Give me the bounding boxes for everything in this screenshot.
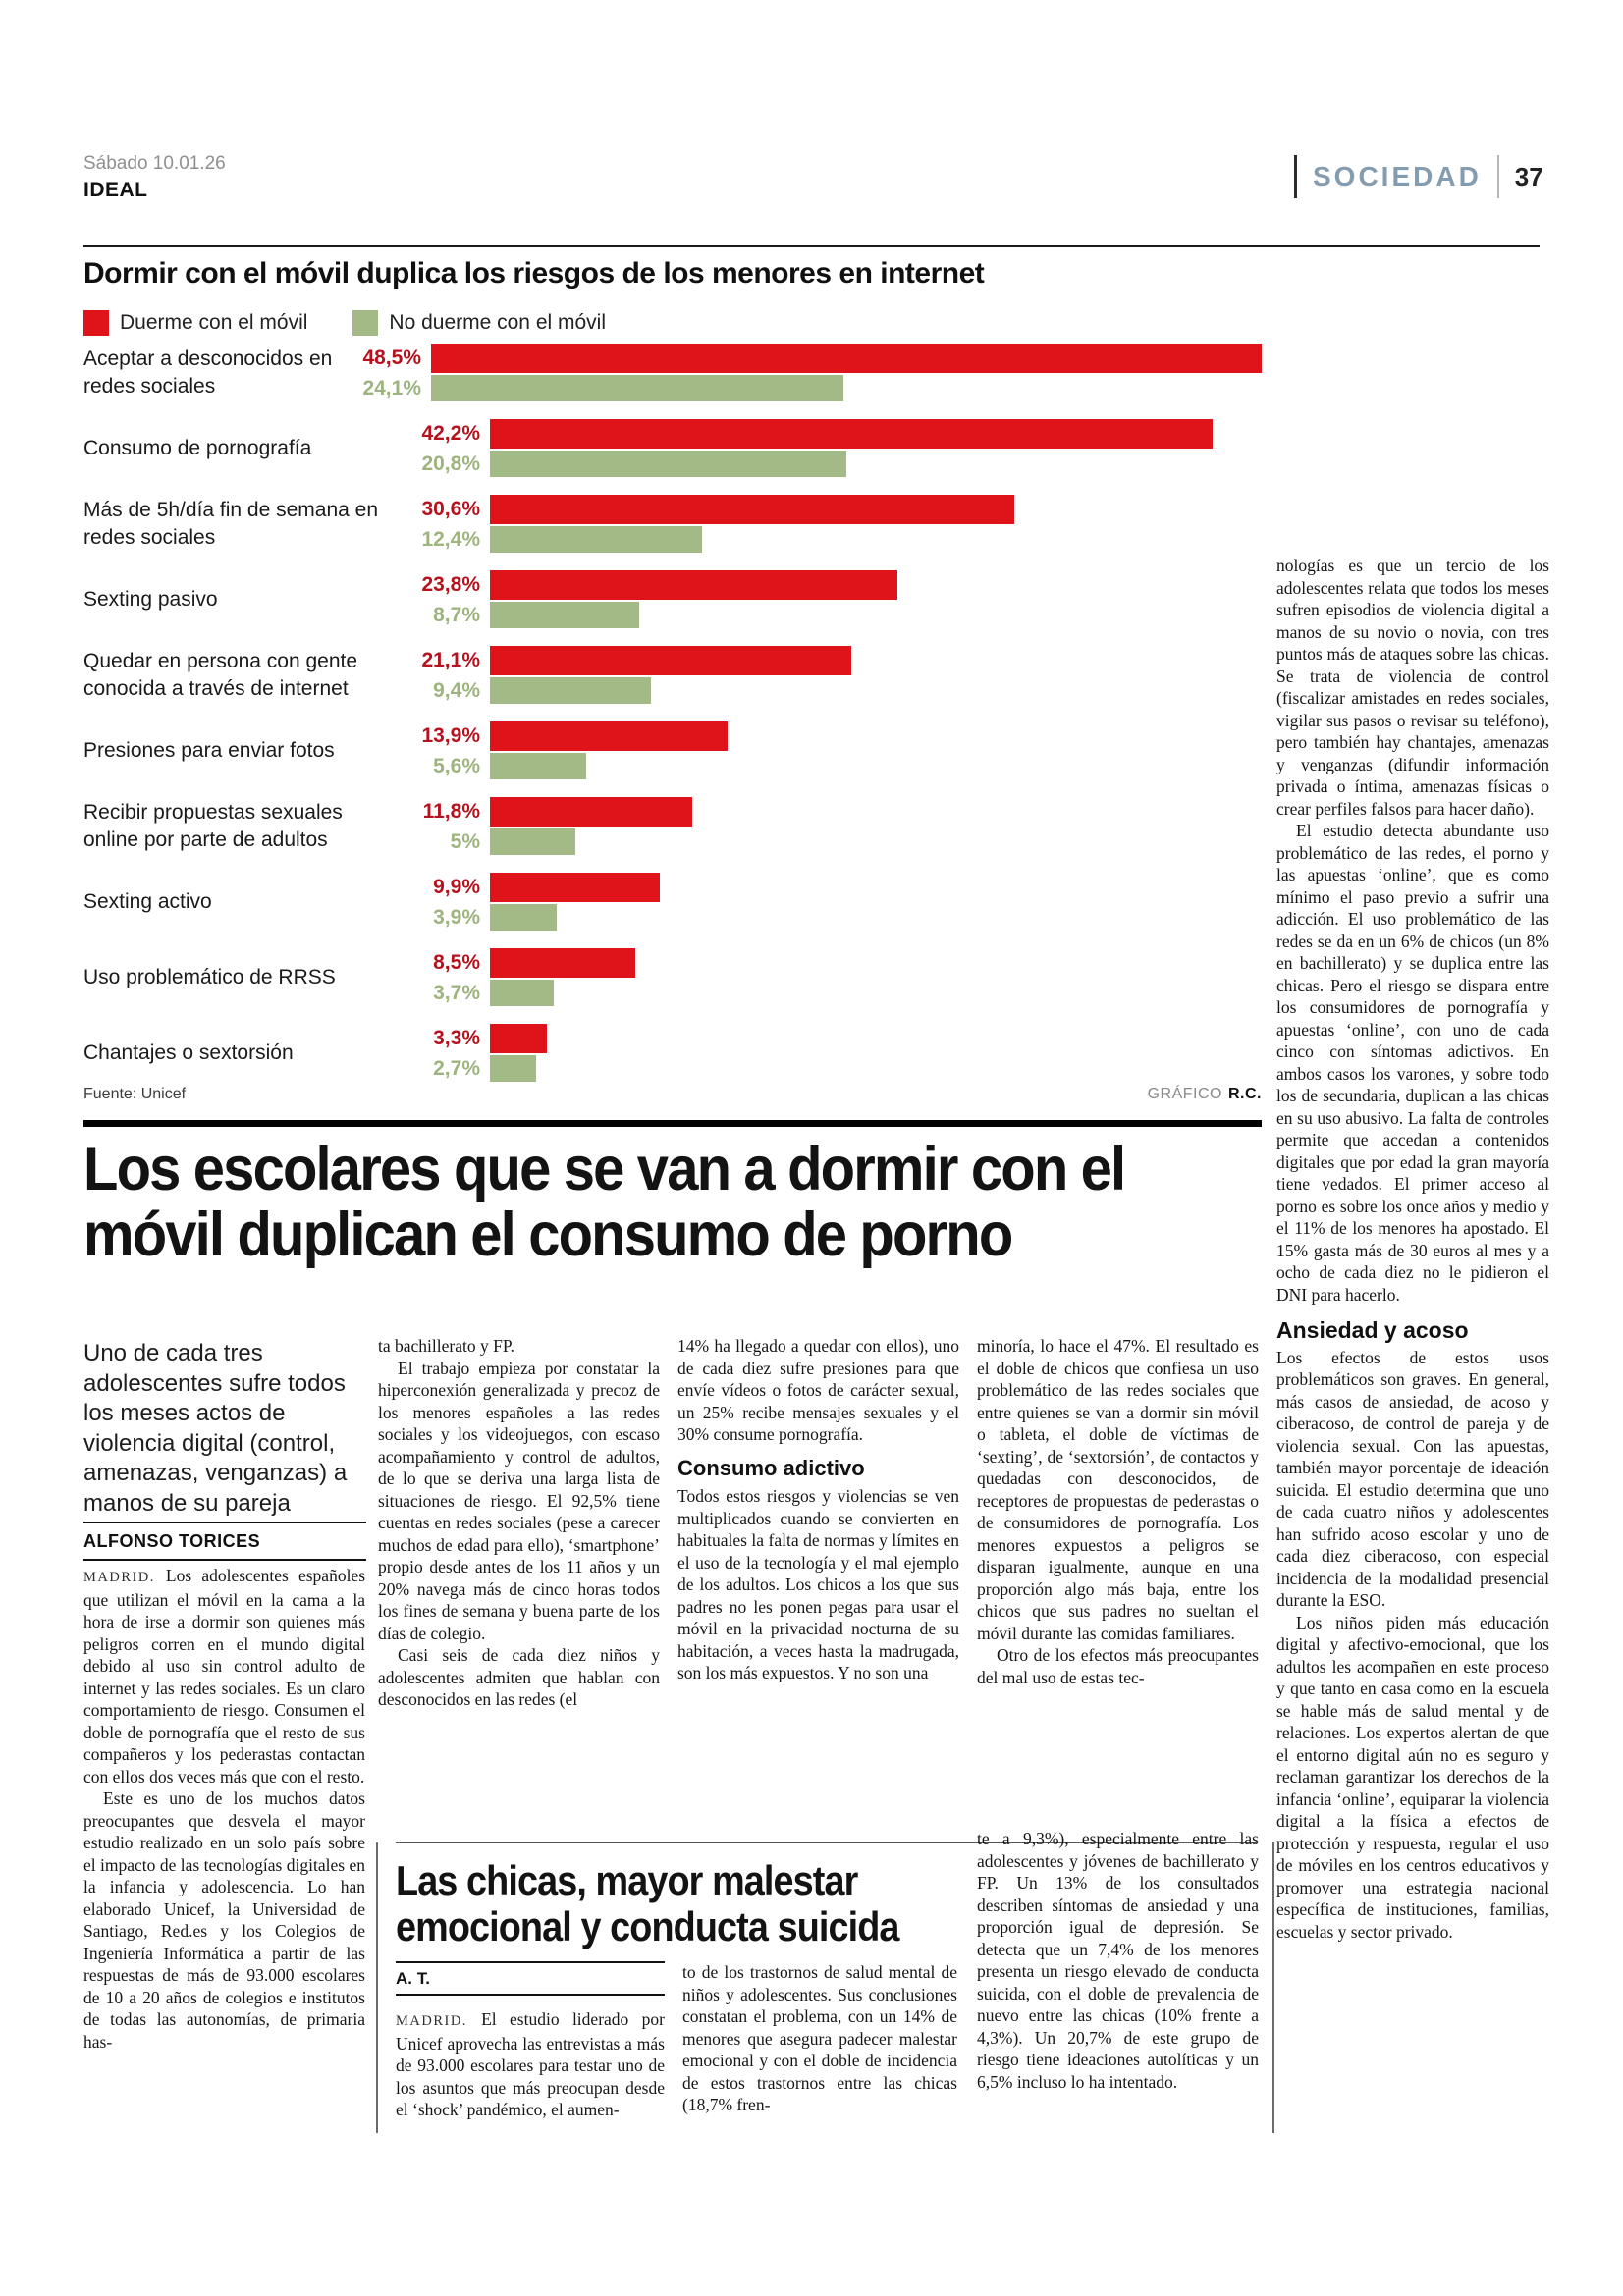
chart-bar-line-duerme xyxy=(400,948,1262,978)
chart-value-label: 2,7% xyxy=(433,1056,480,1080)
chart-category-label: Sexting activo xyxy=(83,889,212,913)
article-column-2 xyxy=(378,1335,660,1711)
chart-bar-line-duerme xyxy=(400,721,1262,751)
chart-row xyxy=(83,873,1262,931)
chart-value-label: 9,9% xyxy=(433,876,480,898)
chart-value-label: 3,9% xyxy=(433,905,480,929)
paragraph: te a 9,3%), especialmente entre las adolescentes y jóvenes de bachillerato y FP. Un 13% de los consultados describen síntomas de ansiedad y una proporción igual de depresión. Se detecta que un 7,4% de los menores presenta un riesgo elevado de conducta suicida, con el doble de prevalencia de nuevo entre las chicas (10% frente a 4,3%). Un 20,7% de este grupo de riesgo tiene ideaciones autolíticas y un 6,5% incluso lo ha intentado. xyxy=(977,1829,1259,2092)
chart-bar-line-noduerme xyxy=(400,677,1262,704)
edition-date: Sábado 10.01.26 xyxy=(83,153,226,174)
chart-legend xyxy=(83,310,606,336)
chart-bar-noduerme xyxy=(431,375,843,401)
chart-row xyxy=(83,419,1262,477)
chart-bar-noduerme xyxy=(490,602,639,628)
paragraph: ta bachillerato y FP. xyxy=(378,1336,515,1356)
chart-value-label: 13,9% xyxy=(421,724,480,747)
chart-category-label: Chantajes o sextorsión xyxy=(83,1041,294,1064)
chart-bar-line-duerme xyxy=(400,495,1262,524)
legend-label: No duerme con el móvil xyxy=(389,311,606,334)
chart-value-label: 42,2% xyxy=(421,422,480,445)
paragraph: Los niños piden más educación digital y afectivo-emocional, que los adultos les acompañen en este proceso y que tanto en casa como en la escuela se hable más de salud mental y de relaciones. Los expertos alertan de que el entorno digital aún no es seguro y reclaman garantizar los derechos de la infancia ‘online’, equiparar la violencia digital a la física a efectos de protección y respuesta, regular el uso de móviles en los centros educativos y promover una estrategia nacional específica de instituciones, familias, escuelas y sector privado. xyxy=(1276,1612,1549,1942)
chart-bar-line-duerme xyxy=(400,797,1262,827)
column-subhead: Ansiedad y acoso xyxy=(1276,1317,1469,1343)
paragraph: Este es uno de los muchos datos preocupantes que desvela el mayor estudio realizado en un solo país sobre el impacto de las tecnologías digitales en la infancia y adolescencia. Lo han elaborado Unicef, la Universidad de Santiago, Red.es y los Colegios de Ingeniería Informática a partir de las respuestas de más de 93.000 escolares de 10 a 20 años de colegios e institutos de todas las autonomías, de primaria has- xyxy=(83,1789,365,2052)
chart-row xyxy=(83,948,1262,1006)
dateline: MADRID. xyxy=(83,1570,166,1585)
chart-row xyxy=(83,1024,1262,1082)
chart-bar-line-noduerme xyxy=(400,526,1262,553)
legend-label: Duerme con el móvil xyxy=(120,311,308,334)
chart-row xyxy=(83,721,1262,779)
newspaper-brand: IDEAL xyxy=(83,179,148,201)
chart-bar-line-noduerme xyxy=(341,375,1262,401)
chart-bar-duerme xyxy=(490,495,1014,524)
box-right-rule xyxy=(1272,1842,1274,2133)
box-byline: A. T. xyxy=(396,1961,665,1996)
chart-bar-line-noduerme xyxy=(400,828,1262,855)
legend-item-duerme xyxy=(83,310,307,336)
chart-title: Dormir con el móvil duplica los riesgos de los menores en internet xyxy=(83,257,985,290)
paragraph: to de los trastornos de salud mental de niños y adolescentes. Sus conclusiones constatan el problema, con un 14% de menores que asegura padecer malestar emocional y con el doble de incidencia de estos trastornos entre las chicas (18,7% fren- xyxy=(682,1962,957,2114)
chart-bar-duerme xyxy=(490,873,660,902)
chart-bar-duerme xyxy=(490,948,635,978)
chart-bar-group xyxy=(400,797,1262,855)
box-left-rule xyxy=(376,1842,378,2133)
article-column-4 xyxy=(977,1335,1259,1688)
chart-bar-line-duerme xyxy=(400,419,1262,449)
chart-bar-duerme xyxy=(490,721,728,751)
chart-bar-noduerme xyxy=(490,828,575,855)
chart-category-label: Aceptar a desconocidos en redes sociales xyxy=(83,347,333,398)
chart-bar-group xyxy=(400,419,1262,477)
article-byline: ALFONSO TORICES xyxy=(83,1522,366,1561)
box-headline: Las chicas, mayor malestar emocional y conducta suicida xyxy=(396,1857,899,1950)
paragraph: 14% ha llegado a quedar con ellos), uno de cada diez sufre presiones para que envíe vídeos o fotos de carácter sexual, un 25% recibe mensajes sexuales y el 30% consume pornografía. xyxy=(677,1336,959,1444)
paragraph: El estudio detecta abundante uso problemático de las redes, el porno y las apuestas ‘online’, que es como mínimo el paso previo a sufrir una adicción. El uso problemático de las redes se da en un 6% de chicos (un 8% en bachillerato) y se duplica entre las chicas. Pero el riesgo se dispara entre los consumidores de pornografía y apuestas ‘online’, con uno de cada cinco con síntomas adictivos. En ambos casos los varones, y sobre todo los de secundaria, duplican a las chicas en su uso abusivo. La falta de controles permite que accedan a contenidos digitales que por edad la gran mayoría tiene vedados. El primer acceso al porno es sobre los once años y medio y el 11% de los menores ha apostado. El 15% gasta más de 30 euros al mes y a ocho de cada diez no le pidieron el DNI para hacerlo. xyxy=(1276,821,1549,1305)
section-divider-bar xyxy=(1294,155,1297,198)
paragraph: MADRID. El estudio liderado por Unicef aprovecha las entrevistas a más de 93.000 escolares para testar uno de los asuntos que más preocupan desde el ‘shock’ pandémico, el aumen- xyxy=(396,2009,665,2119)
chart-bar-group xyxy=(400,495,1262,553)
chart-value-label: 8,5% xyxy=(433,951,480,974)
chart-value-label: 8,7% xyxy=(433,603,480,626)
paragraph: Casi seis de cada diez niños y adolescentes admiten que hablan con desconocidos en las redes (el xyxy=(378,1645,660,1709)
section-header xyxy=(1294,155,1543,198)
article-column-right xyxy=(1276,555,1549,1943)
paragraph: Los efectos de estos usos problemáticos son graves. En general, más casos de ansiedad, de acoso y ciberacoso, de control de pareja y de violencia sexual. Con las apuestas, también mayor porcentaje de ideación suicida. El estudio determina que uno de cada cuatro niños y adolescentes han sufrido acoso escolar y uno de cada diez ciberacoso, con especial incidencia de la modalidad presencial durante la ESO. xyxy=(1276,1347,1549,1610)
article-standfirst: Uno de cada tres adolescentes sufre todos los meses actos de violencia digital (control, amenazas, venganzas) a manos de su pareja xyxy=(83,1340,348,1517)
chart-bar-group xyxy=(400,948,1262,1006)
chart-value-label: 3,7% xyxy=(433,981,480,1004)
paragraph: Otro de los efectos más preocupantes del mal uso de estas tec- xyxy=(977,1645,1259,1687)
chart-bar-line-noduerme xyxy=(400,602,1262,628)
chart-bar-line-noduerme xyxy=(400,451,1262,477)
chart-bar-noduerme xyxy=(490,526,702,553)
chart-bar-noduerme xyxy=(490,904,557,931)
chart-category-label: Sexting pasivo xyxy=(83,587,218,611)
chart-bar-group xyxy=(400,646,1262,704)
chart-category-label: Más de 5h/día fin de semana en redes sociales xyxy=(83,498,379,549)
chart-category-label: Recibir propuestas sexuales online por parte de adultos xyxy=(83,800,343,851)
page-number: 37 xyxy=(1514,161,1543,191)
chart-bar-line-duerme xyxy=(400,1024,1262,1053)
chart-bar-noduerme xyxy=(490,980,554,1006)
chart-bar-duerme xyxy=(431,344,1262,373)
box-column-3 xyxy=(977,1828,1259,2093)
paragraph: El trabajo empieza por constatar la hiperconexión generalizada y precoz de los menores españoles a las redes sociales y los videojuegos, con escaso acompañamiento y control de adultos, de lo que se deriva una larga lista de situaciones de riesgo. El 92,5% tiene cuentas en redes sociales (pese a carecer muchos de edad para ello), ‘smartphone’ propio desde antes de los 11 años y un 20% navega más de cinco horas todos los fines de semana y buena parte de los días de colegio. xyxy=(378,1358,660,1643)
chart-value-label: 3,3% xyxy=(433,1027,480,1049)
chart-bar-group xyxy=(341,344,1262,401)
chart-row xyxy=(83,646,1262,704)
chart-value-label: 5% xyxy=(450,829,480,853)
chart-bar-line-noduerme xyxy=(400,904,1262,931)
chart-bar-group xyxy=(400,721,1262,779)
chart-value-label: 11,8% xyxy=(422,800,480,823)
chart-bar-line-duerme xyxy=(400,570,1262,600)
chart-value-label: 48,5% xyxy=(362,347,421,369)
chart-bar-duerme xyxy=(490,570,897,600)
chart-category-label: Consumo de pornografía xyxy=(83,436,312,459)
chart-value-label: 23,8% xyxy=(421,573,480,596)
paragraph: Todos estos riesgos y violencias se ven multiplicados cuando se convierten en habituales la falta de normas y límites en el uso de la tecnología y el mal ejemplo de los adultos. Los chicos a los que sus padres no les ponen pegas para usar el móvil en la privacidad nocturna de su habitación, a veces hasta la madrugada, son los más expuestos. Y no son una xyxy=(677,1486,959,1682)
chart-rows xyxy=(83,344,1262,1099)
chart-category-label: Uso problemático de RRSS xyxy=(83,965,336,988)
box-column-2 xyxy=(682,1961,957,2116)
chart-bar-group xyxy=(400,570,1262,628)
chart-bar-noduerme xyxy=(490,1055,536,1082)
legend-swatch-red xyxy=(83,310,109,336)
article-headline: Los escolares que se van a dormir con el móvil duplican el consumo de porno xyxy=(83,1135,1125,1270)
chart-value-label: 5,6% xyxy=(433,754,480,777)
chart-bar-noduerme xyxy=(490,677,651,704)
dateline: MADRID. xyxy=(396,2013,482,2029)
chart-bar-duerme xyxy=(490,797,692,827)
paragraph: MADRID. Los adolescentes españoles que utilizan el móvil en la cama a la hora de irse a dormir son quienes más peligros corren en el mundo digital debido al uso sin control adulto de internet y las redes sociales. Es un claro comportamiento de riesgo. Consumen el doble de pornografía que el resto de sus compañeros y los pederastas contactan con ellos dos veces más que con el resto. xyxy=(83,1566,366,1787)
paragraph: nologías es que un tercio de los adolescentes relata que todos los meses sufren episodios de violencia digital a manos de su novio o novia, con tres puntos más de ataques sobre las chicas. Se trata de violencia de control (fiscalizar amistades en redes sociales, vigilar sus pasos o revisar su teléfono), pero también hay chantajes, amenazas y venganzas (difundir información privada o íntima, amenazas físicas o crear perfiles falsos para hacer daño). xyxy=(1276,556,1549,819)
chart-source: Fuente: Unicef xyxy=(83,1086,187,1102)
chart-category-label: Quedar en persona con gente conocida a través de internet xyxy=(83,649,358,700)
chart-bar-noduerme xyxy=(490,451,846,477)
chart-credit-label: GRÁFICO xyxy=(1147,1086,1222,1102)
chart-bar-noduerme xyxy=(490,753,586,779)
chart-value-label: 12,4% xyxy=(421,527,480,551)
chart-value-label: 21,1% xyxy=(421,649,480,671)
chart-bar-line-noduerme xyxy=(400,1055,1262,1082)
chart-credit xyxy=(83,1086,1262,1103)
column-subhead: Consumo adictivo xyxy=(677,1455,865,1480)
chart-bar-group xyxy=(400,1024,1262,1082)
chart-category-label: Presiones para enviar fotos xyxy=(83,738,335,762)
chart-row xyxy=(83,344,1262,401)
chart-bar-line-noduerme xyxy=(400,980,1262,1006)
legend-swatch-green xyxy=(352,310,378,336)
header-rule xyxy=(83,245,1540,247)
section-rule xyxy=(83,1120,1262,1127)
box-column-1 xyxy=(396,2008,665,2121)
chart-bar-duerme xyxy=(490,419,1213,449)
chart-row xyxy=(83,570,1262,628)
chart-row xyxy=(83,495,1262,553)
article-column-1 xyxy=(83,1565,365,2053)
chart-bar-line-duerme xyxy=(341,344,1262,373)
chart-credit-author: R.C. xyxy=(1228,1086,1262,1102)
chart-bar-line-duerme xyxy=(400,873,1262,902)
chart-value-label: 9,4% xyxy=(433,678,480,702)
section-title: SOCIEDAD xyxy=(1313,161,1482,191)
chart-value-label: 20,8% xyxy=(421,452,480,475)
chart-bar-line-noduerme xyxy=(400,753,1262,779)
chart-row xyxy=(83,797,1262,855)
legend-item-no-duerme xyxy=(352,310,606,336)
chart-bar-group xyxy=(400,873,1262,931)
chart-bar-duerme xyxy=(490,646,851,675)
chart-value-label: 24,1% xyxy=(362,376,421,400)
pagenum-divider-bar xyxy=(1497,155,1499,198)
chart-bar-duerme xyxy=(490,1024,547,1053)
chart-bar-line-duerme xyxy=(400,646,1262,675)
paragraph: minoría, lo hace el 47%. El resultado es el doble de chicos que confiesa un uso problemático de las redes sociales que entre quienes se van a dormir sin móvil o tableta, el doble de víctimas de ‘sexting’, de ‘sextorsión’, de contactos y quedadas con desconocidos, de receptores de propuestas de pederastas o de consumidores de pornografía. Los menores expuestos a peligros se disparan igualmente, aunque en una proporción algo más baja, entre los chicos que sus padres no sueltan el móvil durante las comidas familiares. xyxy=(977,1336,1259,1643)
chart-value-label: 30,6% xyxy=(421,498,480,520)
article-column-3 xyxy=(677,1335,959,1684)
